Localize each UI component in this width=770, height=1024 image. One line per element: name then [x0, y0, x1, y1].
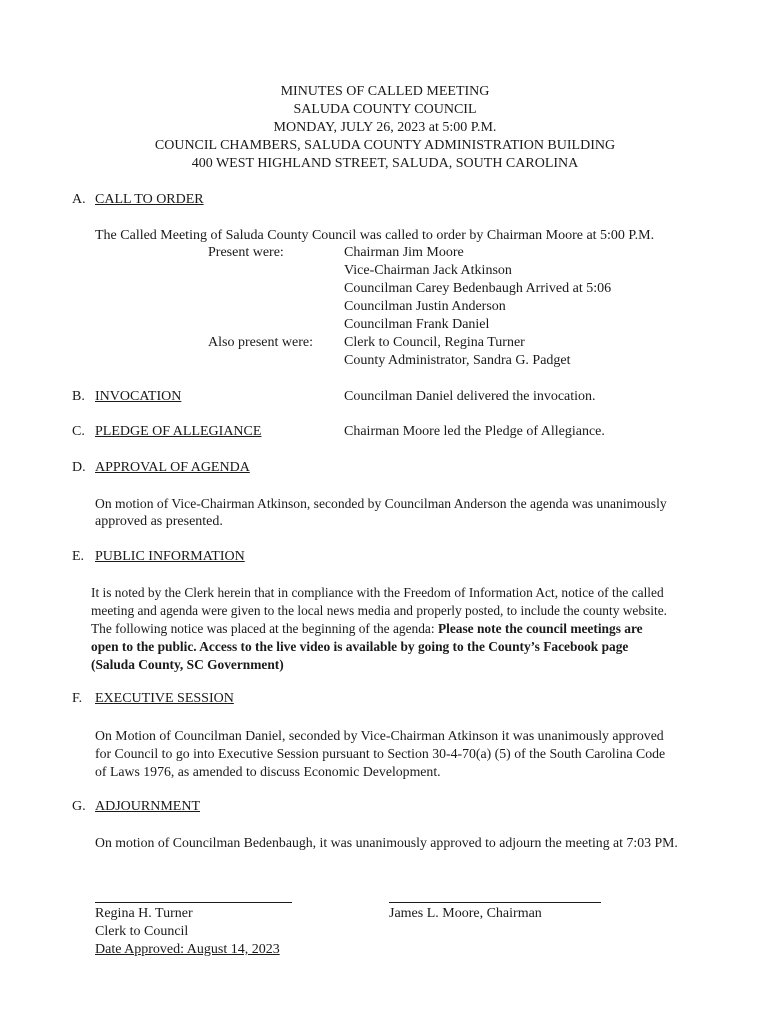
section-g-text: On motion of Councilman Bedenbaugh, it was unanimously approved to adjourn the meeting at 7:03 PM.	[95, 835, 678, 850]
chairman-signature-line	[389, 902, 601, 903]
section-c-text: Chairman Moore led the Pledge of Allegiance.	[344, 424, 605, 439]
present-member-4: Councilman Justin Anderson	[344, 299, 506, 314]
section-d-line-1: On motion of Vice-Chairman Atkinson, seconded by Councilman Anderson the agenda was unanimously	[95, 496, 667, 511]
also-present-1: Clerk to Council, Regina Turner	[344, 335, 525, 350]
section-b-text: Councilman Daniel delivered the invocation.	[344, 389, 596, 404]
section-c-letter: C.	[72, 424, 85, 439]
section-e-notice-bold-3: (Saluda County, SC Government)	[91, 657, 284, 672]
section-a-intro: The Called Meeting of Saluda County Council was called to order by Chairman Moore at 5:00 P.M.	[95, 228, 655, 243]
section-d-line-2: approved as presented.	[95, 514, 223, 529]
section-e-line-3	[91, 620, 643, 638]
section-e-notice-bold-1: Please note the council meetings are	[437, 621, 643, 636]
header-line-2: SALUDA COUNTY COUNCIL	[293, 102, 477, 117]
present-member-1: Chairman Jim Moore	[344, 245, 464, 260]
section-e-notice-bold-2: open to the public. Access to the live video is available by going to the County’s Facebook page	[91, 639, 629, 654]
also-present-label: Also present were:	[208, 335, 313, 350]
header-line-1: MINUTES OF CALLED MEETING	[280, 84, 490, 99]
section-a-letter: A.	[72, 192, 86, 207]
section-a-title: CALL TO ORDER	[95, 192, 204, 207]
section-c-title: PLEDGE OF ALLEGIANCE	[95, 424, 262, 439]
clerk-title: Clerk to Council	[95, 924, 189, 939]
section-e-line-3-plain: The following notice was placed at the beginning of the agenda:	[91, 621, 438, 636]
present-member-2: Vice-Chairman Jack Atkinson	[344, 263, 512, 278]
header-line-4: COUNCIL CHAMBERS, SALUDA COUNTY ADMINISTRATION BUILDING	[154, 138, 616, 153]
date-approved: Date Approved: August 14, 2023	[95, 942, 280, 957]
section-f-title: EXECUTIVE SESSION	[95, 691, 234, 706]
section-e-title: PUBLIC INFORMATION	[95, 549, 245, 564]
header-line-5: 400 WEST HIGHLAND STREET, SALUDA, SOUTH CAROLINA	[191, 156, 579, 171]
section-e-letter: E.	[72, 549, 85, 564]
clerk-signature-line	[95, 902, 292, 903]
chairman-name: James L. Moore, Chairman	[389, 906, 542, 921]
section-g-title: ADJOURNMENT	[95, 799, 200, 814]
section-e-line-2: meeting and agenda were given to the local news media and properly posted, to include the county website.	[91, 603, 667, 618]
section-d-letter: D.	[72, 460, 86, 475]
clerk-name: Regina H. Turner	[95, 906, 193, 921]
section-d-title: APPROVAL OF AGENDA	[95, 460, 250, 475]
present-member-5: Councilman Frank Daniel	[344, 317, 490, 332]
section-b-title: INVOCATION	[95, 389, 182, 404]
section-f-line-1: On Motion of Councilman Daniel, seconded by Vice-Chairman Atkinson it was unanimously approved	[95, 728, 664, 743]
section-g-letter: G.	[72, 799, 86, 814]
present-member-3: Councilman Carey Bedenbaugh Arrived at 5:06	[344, 281, 612, 296]
section-e-line-1: It is noted by the Clerk herein that in compliance with the Freedom of Information Act, notice of the called	[91, 585, 664, 600]
section-f-line-3: of Laws 1976, as amended to discuss Economic Development.	[95, 764, 441, 779]
present-label: Present were:	[208, 245, 284, 260]
also-present-2: County Administrator, Sandra G. Padget	[344, 353, 571, 368]
section-f-letter: F.	[72, 691, 83, 706]
header-line-3: MONDAY, JULY 26, 2023 at 5:00 P.M.	[273, 120, 497, 135]
section-f-line-2: for Council to go into Executive Session pursuant to Section 30-4-70(a) (5) of the South Carolina Code	[95, 746, 666, 761]
section-b-letter: B.	[72, 389, 85, 404]
